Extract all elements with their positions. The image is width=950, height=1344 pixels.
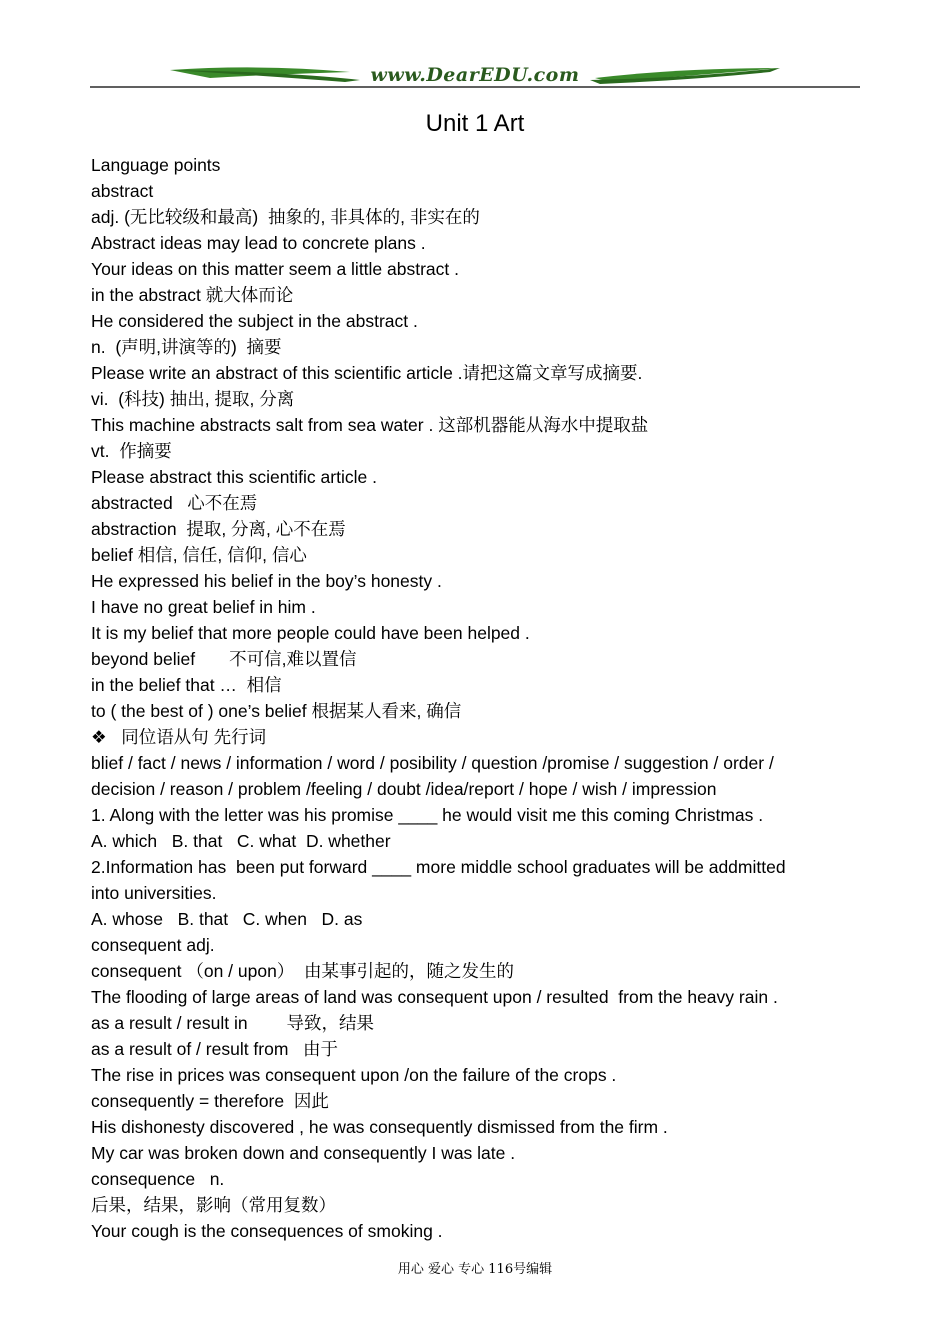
text-line: consequent （on / upon） 由某事引起的，随之发生的 (91, 961, 515, 981)
page-footer: 用心 爱心 专心 116号编辑 (397, 1262, 553, 1277)
text-line: Your ideas on this matter seem a little abstract . (91, 259, 460, 279)
page-title: Unit 1 Art (425, 110, 525, 137)
text-line: abstraction 提取, 分离, 心不在焉 (91, 519, 346, 539)
text-line: to ( the best of ) one’s belief 根据某人看来, 确信 (91, 701, 462, 721)
document-body (91, 152, 871, 1244)
text-line: My car was broken down and consequently I was late . (91, 1143, 516, 1163)
text-line: Your cough is the consequences of smoking . (91, 1221, 443, 1241)
text-line: blief / fact / news / information / word / posibility / question /promise / suggestion / order / (91, 753, 774, 773)
text-line: This machine abstracts salt from sea water . 这部机器能从海水中提取盐 (91, 415, 649, 435)
text-line: He considered the subject in the abstract . (91, 311, 418, 331)
text-line: Please abstract this scientific article . (91, 467, 377, 487)
text-line: belief 相信, 信任, 信仰, 信心 (91, 545, 307, 565)
text-line: 后果，结果，影响（常用复数） (91, 1195, 336, 1215)
text-line: Please write an abstract of this scientific article .请把这篇文章写成摘要. (91, 363, 643, 383)
text-line: adj. (无比较级和最高) 抽象的, 非具体的, 非实在的 (91, 207, 480, 227)
text-line: in the belief that … 相信 (91, 675, 282, 695)
text-line: n. (声明,讲演等的) 摘要 (91, 337, 282, 357)
text-line: The flooding of large areas of land was consequent upon / resulted from the heavy rain . (91, 987, 778, 1007)
text-line: 1. Along with the letter was his promise ____ he would visit me this coming Christmas . (91, 805, 764, 825)
text-line: Abstract ideas may lead to concrete plans . (91, 233, 426, 253)
text-line: ❖ 同位语从句 先行词 (91, 727, 267, 747)
text-line: The rise in prices was consequent upon /on the failure of the crops . (91, 1065, 617, 1085)
site-logo: www.DearEDU.com (370, 64, 580, 86)
text-line: vt. 作摘要 (91, 441, 172, 461)
text-line: I have no great belief in him . (91, 597, 316, 617)
text-line: 2.Information has been put forward ____ more middle school graduates will be addmitted (91, 857, 786, 877)
page-header (90, 60, 860, 90)
text-line: His dishonesty discovered , he was consequently dismissed from the firm . (91, 1117, 668, 1137)
text-line: in the abstract 就大体而论 (91, 285, 294, 305)
text-line: A. which B. that C. what D. whether (91, 831, 391, 851)
text-line: Language points (91, 155, 221, 175)
text-line: consequent adj. (91, 935, 215, 955)
text-line: into universities. (91, 883, 217, 903)
text-line: He expressed his belief in the boy’s honesty . (91, 571, 442, 591)
text-line: as a result / result in 导致，结果 (91, 1013, 374, 1033)
text-line: abstract (91, 181, 154, 201)
text-line: abstracted 心不在焉 (91, 493, 258, 513)
text-line: It is my belief that more people could have been helped . (91, 623, 530, 643)
text-line: consequently = therefore 因此 (91, 1091, 329, 1111)
text-line: A. whose B. that C. when D. as (91, 909, 363, 929)
text-line: as a result of / result from 由于 (91, 1039, 339, 1059)
text-line: vi. (科技) 抽出, 提取, 分离 (91, 389, 295, 409)
text-line: decision / reason / problem /feeling / doubt /idea/report / hope / wish / impression (91, 779, 717, 799)
text-line: beyond belief 不可信,难以置信 (91, 649, 357, 669)
text-line: consequence n. (91, 1169, 225, 1189)
